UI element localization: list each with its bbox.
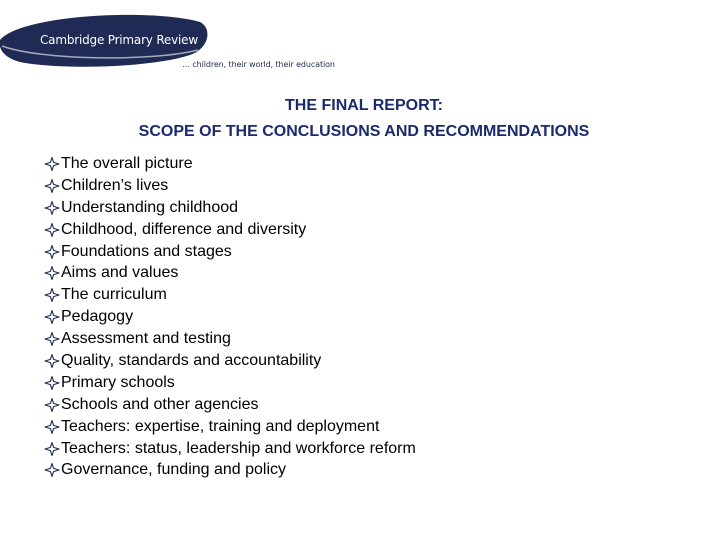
list-item-label: Teachers: expertise, training and deployment: [61, 417, 380, 435]
list-item-label: Primary schools: [61, 373, 175, 391]
page-title: [0, 93, 728, 145]
list-item-label: Teachers: status, leadership and workforce reform: [61, 439, 416, 457]
tagline: … children, their world, their education: [182, 60, 335, 69]
list-item: [44, 284, 416, 306]
four-point-star-icon: [44, 245, 61, 259]
list-item-label: Governance, funding and policy: [61, 461, 287, 479]
list-item: [44, 328, 416, 350]
list-item: [44, 416, 416, 438]
logo-text: Cambridge Primary Review: [40, 33, 198, 47]
list-item-label: Foundations and stages: [61, 242, 232, 260]
list-item: [44, 372, 416, 394]
list-item-label: Children’s lives: [61, 176, 169, 194]
list-item: [44, 175, 416, 197]
four-point-star-icon: [44, 288, 61, 302]
four-point-star-icon: [44, 310, 61, 324]
four-point-star-icon: [44, 266, 61, 280]
four-point-star-icon: [44, 157, 61, 171]
list-item: [44, 241, 416, 263]
four-point-star-icon: [44, 354, 61, 368]
list-item: [44, 438, 416, 460]
list-item: [44, 262, 416, 284]
list-item: [44, 219, 416, 241]
four-point-star-icon: [44, 442, 61, 456]
list-item-label: The overall picture: [61, 155, 193, 172]
list-item-label: Childhood, difference and diversity: [61, 220, 307, 238]
list-item-label: Assessment and testing: [61, 330, 231, 348]
list-item-label: The curriculum: [61, 286, 167, 304]
list-item: [44, 350, 416, 372]
list-item: [44, 459, 416, 481]
list-item: [44, 153, 416, 175]
list-item: [44, 306, 416, 328]
title-line-1: THE FINAL REPORT:: [285, 97, 443, 114]
list-item-label: Understanding childhood: [61, 198, 239, 216]
title-line-2: SCOPE OF THE CONCLUSIONS AND RECOMMENDATIONS: [138, 123, 590, 140]
list-item-label: Quality, standards and accountability: [61, 352, 322, 370]
four-point-star-icon: [44, 223, 61, 237]
four-point-star-icon: [44, 463, 61, 477]
list-item-label: Schools and other agencies: [61, 395, 259, 413]
list-item: [44, 197, 416, 219]
four-point-star-icon: [44, 376, 61, 390]
four-point-star-icon: [44, 201, 61, 215]
list-item-label: Pedagogy: [61, 308, 134, 326]
list-item: [44, 394, 416, 416]
topics-list: [44, 153, 416, 481]
four-point-star-icon: [44, 179, 61, 193]
four-point-star-icon: [44, 332, 61, 346]
four-point-star-icon: [44, 420, 61, 434]
four-point-star-icon: [44, 398, 61, 412]
list-item-label: Aims and values: [61, 264, 179, 282]
